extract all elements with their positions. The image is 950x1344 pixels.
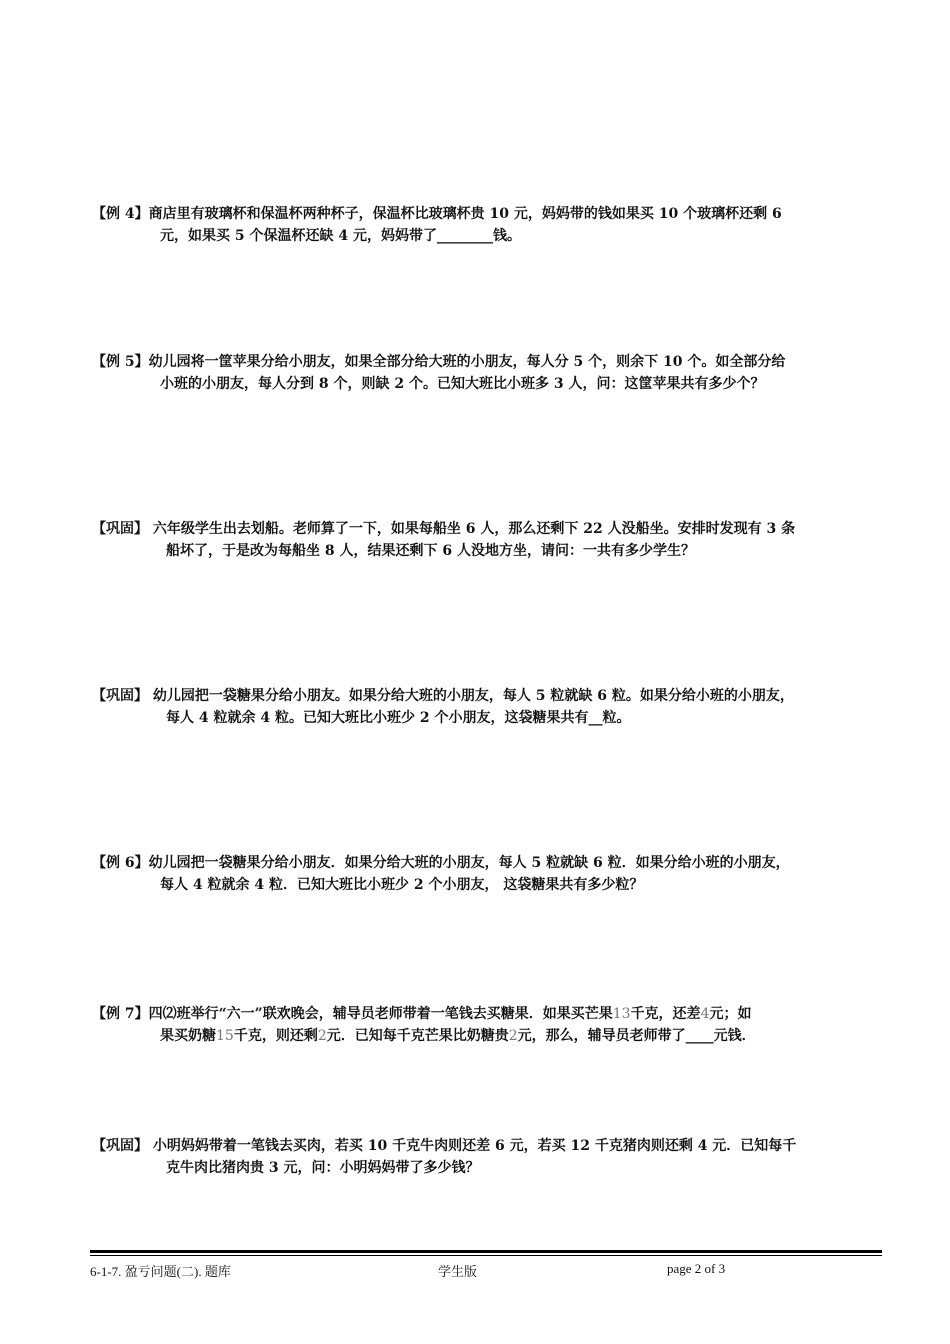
problem-text: 幼儿园将一筐苹果分给小朋友，如果全部分给大班的小朋友，每人分 5 个，则余下 10 个。如全部分给 xyxy=(148,354,786,370)
problem-text: 商店里有玻璃杯和保温杯两种杯子，保温杯比玻璃杯贵 10 元，妈妈带的钱如果买 10 个玻璃杯还剩 6 xyxy=(148,206,782,222)
problem-tag: 【例 4】 xyxy=(92,206,149,222)
number: 15 xyxy=(216,1028,234,1044)
footer-edition: 学生版 xyxy=(438,1264,478,1279)
problem-text: 幼儿园把一袋糖果分给小朋友．如果分给大班的小朋友，每人 5 粒就缺 6 粒．如果分给小班的小朋友， xyxy=(148,855,790,871)
problem-text: 元．已知每千克芒果比奶糖贵 xyxy=(326,1028,509,1044)
problem-text: 每人 4 粒就余 4 粒．已知大班比小班少 2 个小朋友， 这袋糖果共有多少粒？ xyxy=(160,877,644,893)
problem-text: 千克，则还剩 xyxy=(233,1028,318,1044)
number: 13 xyxy=(612,1006,631,1022)
problem-text: 小明妈妈带着一笔钱去买肉，若买 10 千克牛肉则还差 6 元，若买 12 千克猪肉则还剩 4 元．已知每千 xyxy=(148,1138,797,1154)
problem-text: 四⑵班举行“六一”联欢晚会，辅导员老师带着一笔钱去买糖果．如果买芒果 xyxy=(148,1006,613,1022)
problem-tag: 【巩固】 xyxy=(92,521,148,537)
problem-text: 元，如果买 5 个保温杯还缺 4 元，妈妈带了________钱。 xyxy=(160,228,521,244)
problem-tag: 【例 5】 xyxy=(92,354,149,370)
problem-consolidation-2 xyxy=(92,685,892,729)
footer-rule-thin xyxy=(90,1255,882,1256)
problem-text: 幼儿园把一袋糖果分给小朋友。如果分给大班的小朋友，每人 5 粒就缺 6 粒。如果分给小班的小朋友， xyxy=(148,688,794,704)
problem-tag: 【巩固】 xyxy=(92,688,148,704)
problem-text: 船坏了，于是改为每船坐 8 人，结果还剩下 6 人没地方坐，请问：一共有多少学生？ xyxy=(166,543,695,559)
footer-page-number: page 2 of 3 xyxy=(667,1261,726,1276)
problem-text: 元；如 xyxy=(709,1006,752,1022)
problem-example-6 xyxy=(92,852,892,896)
footer-rule xyxy=(90,1250,882,1253)
number: 2 xyxy=(508,1028,518,1044)
problem-text: 克牛肉比猪肉贵 3 元，问：小明妈妈带了多少钱？ xyxy=(166,1160,480,1176)
problem-text: 小班的小朋友，每人分到 8 个，则缺 2 个。已知大班比小班多 3 人，问：这筐苹果共有多少个？ xyxy=(160,376,765,392)
footer-document-title: 6-1-7. 盈亏问题(二). 题库 xyxy=(90,1264,231,1279)
problem-example-5 xyxy=(92,351,892,395)
number: 2 xyxy=(317,1028,327,1044)
problem-consolidation-3 xyxy=(92,1135,892,1179)
problem-text: 六年级学生出去划船。老师算了一下，如果每船坐 6 人，那么还剩下 22 人没船坐。安排时发现有 3 条 xyxy=(148,521,796,537)
problem-text: 每人 4 粒就余 4 粒。已知大班比小班少 2 个小朋友，这袋糖果共有__粒。 xyxy=(166,710,631,726)
problem-tag: 【例 7】 xyxy=(92,1006,149,1022)
problem-text: 千克，还差 xyxy=(630,1006,701,1022)
problem-text: 元，那么，辅导员老师带了____元钱． xyxy=(517,1028,756,1044)
problem-text: 果买奶糖 xyxy=(160,1028,216,1044)
problem-example-4 xyxy=(92,203,892,247)
problem-consolidation-1 xyxy=(92,518,892,562)
number: 4 xyxy=(700,1006,710,1022)
problem-tag: 【巩固】 xyxy=(92,1138,148,1154)
problem-example-7 xyxy=(92,1003,892,1047)
problem-tag: 【例 6】 xyxy=(92,855,149,871)
